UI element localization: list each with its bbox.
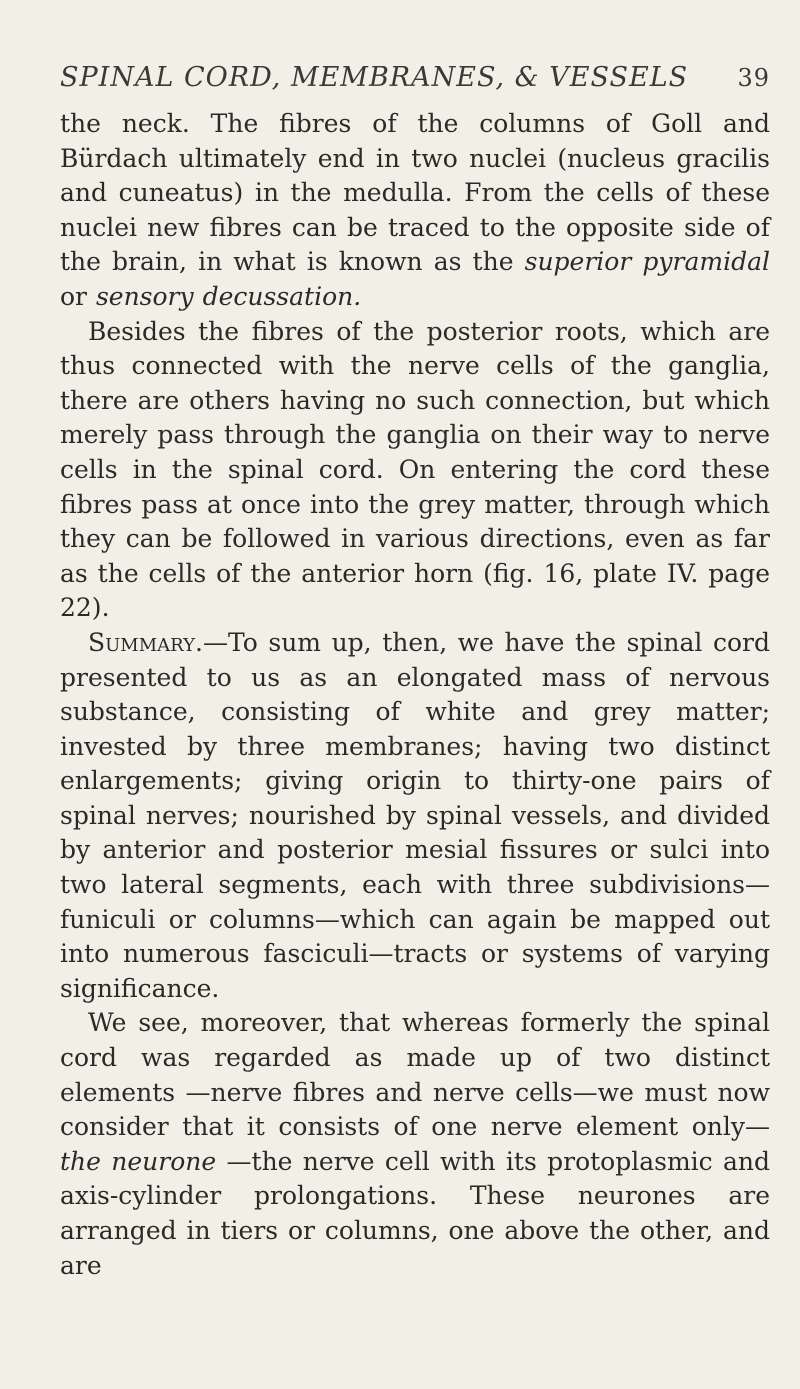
paragraph-2-text: Besides the fibres of the posterior roots, which are thus connected with the nerve cells of the ganglia, there are others having no such connection, but which merely pass through the ganglia on their way to nerve cells in the spinal cord. On entering the cord these fibres pass at once into the grey matter, through which they can be followed in various directions, even as far as the cells of the anterior horn (fig. 16, plate IV. page 22). <box>60 316 770 623</box>
paragraph-1-italic-term-b: sensory decussation. <box>95 281 362 311</box>
paragraph-3 <box>60 626 770 1007</box>
summary-heading: Summary. <box>88 627 203 657</box>
paragraph-4-italic-term: the neurone <box>60 1146 217 1176</box>
paragraph-1 <box>60 107 770 315</box>
paragraph-2 <box>60 315 770 626</box>
paragraph-1-text-b: or <box>60 281 96 311</box>
running-head <box>60 62 770 93</box>
paragraph-4-text-b: —the nerve cell with its protoplasmic and axis-cylinder prolongations. These neurones are arranged in tiers or columns, one above the other, and are <box>60 1146 770 1280</box>
paragraph-4-text-a: We see, moreover, that whereas formerly the spinal cord was regarded as made up of two distinct elements —nerve fibres and nerve cells—we must now consider that it consists of one nerve element only— <box>60 1008 770 1142</box>
page-number: 39 <box>737 64 770 92</box>
paragraph-3-text: —To sum up, then, we have the spinal cord presented to us as an elongated mass of nervous substance, consisting of white and grey matter; invested by three membranes; having two distinct enlargements; giving origin to thirty-one pairs of spinal nerves; nourished by spinal vessels, and divided by anterior and posterior mesial fissures or sulci into two lateral segments, each with three subdivisions—funiculi or columns—which can again be mapped out into numerous fasciculi—tracts or systems of varying significance. <box>60 627 770 1003</box>
paragraph-1-italic-term-a: superior pyramidal <box>524 247 770 277</box>
paragraph-4 <box>60 1006 770 1283</box>
paragraph-1-text-a: the neck. The fibres of the columns of Goll and Bürdach ultimately end in two nuclei (nucleus gracilis and cuneatus) in the medulla. From the cells of these nuclei new fibres can be traced to the opposite side of the brain, in what is known as the <box>60 109 770 277</box>
running-head-title: SPINAL CORD, MEMBRANES, & VESSELS <box>60 62 689 93</box>
